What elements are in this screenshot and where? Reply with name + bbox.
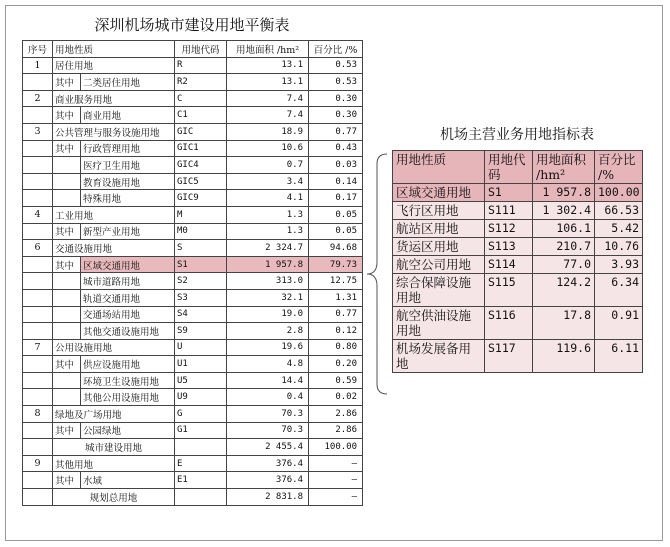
row-area: 19.0: [227, 306, 309, 323]
row-number: [23, 489, 53, 506]
row-qizhong: 其中: [53, 140, 81, 157]
row-pct: 2.86: [309, 406, 363, 423]
row-code: S112: [485, 220, 533, 238]
row-subtype: 城市道路用地: [81, 273, 175, 290]
row-pct: 0.53: [309, 74, 363, 91]
row-code: S114: [485, 256, 533, 274]
table-row: [393, 307, 643, 340]
row-qizhong: 其中: [53, 223, 81, 240]
row-code: M0: [175, 223, 227, 240]
row-number: [23, 372, 53, 389]
row-subtype: 公园绿地: [81, 422, 175, 439]
left-table-title: 深圳机场城市建设用地平衡表: [94, 16, 290, 34]
header-type: 用地性质: [53, 41, 175, 58]
row-pct: 0.12: [309, 323, 363, 340]
row-code: GIC1: [175, 140, 227, 157]
row-pct: 0.43: [309, 140, 363, 157]
row-qizhong: 其中: [53, 107, 81, 124]
row-number: [23, 323, 53, 340]
row-number: [23, 356, 53, 373]
row-number: [23, 190, 53, 207]
table-header-row: [393, 151, 643, 184]
row-pct: 66.53: [595, 202, 643, 220]
table-row: [23, 323, 363, 340]
row-area: 313.0: [227, 273, 309, 290]
row-type: 工业用地: [53, 206, 175, 223]
row-area: 2.8: [227, 323, 309, 340]
row-pct: —: [309, 472, 363, 489]
row-pct: 0.05: [309, 223, 363, 240]
table-row: [393, 274, 643, 307]
row-subtype: 水域: [81, 472, 175, 489]
header-pct: 百分比 /%: [595, 151, 643, 184]
row-pct: 79.73: [309, 256, 363, 273]
row-subtype: 区域交通用地: [81, 256, 175, 273]
row-number: 3: [23, 123, 53, 140]
row-pct: 0.91: [595, 307, 643, 340]
row-type: 航空公司用地: [393, 256, 485, 274]
row-type: 航站区用地: [393, 220, 485, 238]
table-row: [23, 389, 363, 406]
table-row: [23, 157, 363, 174]
row-total-label: 城市建设用地: [53, 439, 175, 456]
table-row: [23, 90, 363, 107]
row-area: 1.3: [227, 206, 309, 223]
table-row: [23, 306, 363, 323]
table-row: [393, 202, 643, 220]
row-subtype: 新型产业用地: [81, 223, 175, 240]
row-type: 商业服务用地: [53, 90, 175, 107]
table-row: [23, 472, 363, 489]
table-row: [393, 256, 643, 274]
row-code: S115: [485, 274, 533, 307]
row-area: 0.7: [227, 157, 309, 174]
table-row: [23, 372, 363, 389]
row-code: S117: [485, 340, 533, 373]
row-area: 10.6: [227, 140, 309, 157]
row-number: 4: [23, 206, 53, 223]
row-area: 1.3: [227, 223, 309, 240]
header-code: 用地代码: [485, 151, 533, 184]
row-area: 14.4: [227, 372, 309, 389]
row-area: 376.4: [227, 472, 309, 489]
table-row: [23, 57, 363, 74]
row-qizhong: 其中: [53, 472, 81, 489]
row-area: 376.4: [227, 455, 309, 472]
row-pct: 0.20: [309, 356, 363, 373]
row-area: 1 957.8: [533, 184, 595, 202]
row-pct: 0.17: [309, 190, 363, 207]
row-total-label: 规划总用地: [53, 489, 175, 506]
table-row: [23, 406, 363, 423]
row-number: [23, 273, 53, 290]
row-number: [23, 389, 53, 406]
row-code: S: [175, 240, 227, 257]
row-subtype: 其他交通设施用地: [81, 323, 175, 340]
row-code: R2: [175, 74, 227, 91]
row-type: 绿地及广场用地: [53, 406, 175, 423]
row-number: [23, 256, 53, 273]
row-type: 航空供油设施用地: [393, 307, 485, 340]
table-row: [23, 190, 363, 207]
row-pct: 0.53: [309, 57, 363, 74]
table-row: [23, 206, 363, 223]
row-area: 1 957.8: [227, 256, 309, 273]
header-pct: 百分比 /%: [309, 41, 363, 58]
row-qizhong: 其中: [53, 422, 81, 439]
row-area: 1 302.4: [533, 202, 595, 220]
row-area: 2 324.7: [227, 240, 309, 257]
row-qizhong: [53, 273, 81, 290]
row-pct: 0.30: [309, 90, 363, 107]
row-qizhong: [53, 190, 81, 207]
table-row: [23, 489, 363, 506]
row-number: 2: [23, 90, 53, 107]
table-row: [393, 238, 643, 256]
row-code: S2: [175, 273, 227, 290]
right-table-title: 机场主营业务用地指标表: [440, 127, 594, 143]
airport-land-index-table: [392, 150, 643, 373]
row-type: 机场发展备用地: [393, 340, 485, 373]
table-row: [23, 455, 363, 472]
row-number: [23, 74, 53, 91]
row-code: GIC9: [175, 190, 227, 207]
row-type: 综合保障设施用地: [393, 274, 485, 307]
row-subtype: 交通场站用地: [81, 306, 175, 323]
table-row: [23, 356, 363, 373]
row-area: 119.6: [533, 340, 595, 373]
table-row: [23, 422, 363, 439]
row-area: 13.1: [227, 57, 309, 74]
row-type: 其他用地: [53, 455, 175, 472]
row-pct: 0.77: [309, 306, 363, 323]
row-pct: 6.11: [595, 340, 643, 373]
row-type: 公共管理与服务设施用地: [53, 123, 175, 140]
row-pct: 1.31: [309, 289, 363, 306]
row-pct: 0.80: [309, 339, 363, 356]
table-row: [393, 340, 643, 373]
row-code: S113: [485, 238, 533, 256]
row-code: U5: [175, 372, 227, 389]
table-row: [23, 223, 363, 240]
row-number: [23, 157, 53, 174]
row-area: 77.0: [533, 256, 595, 274]
table-row: [393, 220, 643, 238]
table-row: [393, 184, 643, 202]
row-area: 32.1: [227, 289, 309, 306]
table-row: [23, 289, 363, 306]
row-pct: 5.42: [595, 220, 643, 238]
row-number: 7: [23, 339, 53, 356]
row-code: GIC4: [175, 157, 227, 174]
row-pct: 0.14: [309, 173, 363, 190]
row-area: 17.8: [533, 307, 595, 340]
row-number: 6: [23, 240, 53, 257]
row-number: [23, 173, 53, 190]
row-type: 区域交通用地: [393, 184, 485, 202]
table-row: [23, 439, 363, 456]
row-type: 交通设施用地: [53, 240, 175, 257]
row-subtype: 轨道交通用地: [81, 289, 175, 306]
row-code: [175, 439, 227, 456]
row-type: 公用设施用地: [53, 339, 175, 356]
row-code: C1: [175, 107, 227, 124]
row-code: S1: [175, 256, 227, 273]
table-row: [23, 173, 363, 190]
row-area: 2 455.4: [227, 439, 309, 456]
header-type: 用地性质: [393, 151, 485, 184]
row-area: 0.4: [227, 389, 309, 406]
row-qizhong: 其中: [53, 256, 81, 273]
row-code: S9: [175, 323, 227, 340]
row-subtype: 教育设施用地: [81, 173, 175, 190]
row-area: 7.4: [227, 107, 309, 124]
row-pct: —: [309, 455, 363, 472]
row-number: [23, 223, 53, 240]
table-row: [23, 74, 363, 91]
row-area: 210.7: [533, 238, 595, 256]
row-pct: 0.30: [309, 107, 363, 124]
row-pct: 0.02: [309, 389, 363, 406]
row-code: M: [175, 206, 227, 223]
row-area: 70.3: [227, 406, 309, 423]
row-code: C: [175, 90, 227, 107]
row-subtype: 行政管理用地: [81, 140, 175, 157]
row-code: S3: [175, 289, 227, 306]
row-subtype: 环境卫生设施用地: [81, 372, 175, 389]
table-row: [23, 140, 363, 157]
row-type: 货运区用地: [393, 238, 485, 256]
row-code: U9: [175, 389, 227, 406]
row-pct: 94.68: [309, 240, 363, 257]
header-area: 用地面积 /hm²: [533, 151, 595, 184]
row-qizhong: 其中: [53, 356, 81, 373]
row-number: 8: [23, 406, 53, 423]
table-row: [23, 123, 363, 140]
row-subtype: 特殊用地: [81, 190, 175, 207]
header-area: 用地面积 /hm²: [227, 41, 309, 58]
land-balance-table: [22, 40, 363, 506]
row-number: [23, 439, 53, 456]
row-pct: 6.34: [595, 274, 643, 307]
row-code: U1: [175, 356, 227, 373]
row-code: S111: [485, 202, 533, 220]
row-subtype: 医疗卫生用地: [81, 157, 175, 174]
row-number: [23, 306, 53, 323]
row-area: 13.1: [227, 74, 309, 91]
row-pct: —: [309, 489, 363, 506]
row-code: E1: [175, 472, 227, 489]
header-code: 用地代码: [175, 41, 227, 58]
row-code: E: [175, 455, 227, 472]
row-number: 1: [23, 57, 53, 74]
row-area: 2 831.8: [227, 489, 309, 506]
row-code: GIC5: [175, 173, 227, 190]
row-type: 居住用地: [53, 57, 175, 74]
row-number: [23, 140, 53, 157]
row-pct: 100.00: [595, 184, 643, 202]
row-number: [23, 472, 53, 489]
row-area: 18.9: [227, 123, 309, 140]
row-area: 70.3: [227, 422, 309, 439]
row-area: 3.4: [227, 173, 309, 190]
header-no: 序号: [23, 41, 53, 58]
row-subtype: 商业用地: [81, 107, 175, 124]
row-number: 9: [23, 455, 53, 472]
row-number: [23, 107, 53, 124]
row-area: 19.6: [227, 339, 309, 356]
row-code: U: [175, 339, 227, 356]
row-qizhong: [53, 389, 81, 406]
row-area: 4.8: [227, 356, 309, 373]
table-header-row: [23, 41, 363, 58]
row-area: 7.4: [227, 90, 309, 107]
row-qizhong: [53, 289, 81, 306]
row-qizhong: [53, 157, 81, 174]
row-subtype: 供应设施用地: [81, 356, 175, 373]
row-pct: 0.77: [309, 123, 363, 140]
connector-brace: [365, 150, 391, 400]
row-code: R: [175, 57, 227, 74]
row-pct: 0.05: [309, 206, 363, 223]
row-qizhong: [53, 323, 81, 340]
row-area: 4.1: [227, 190, 309, 207]
table-row: [23, 339, 363, 356]
row-code: G: [175, 406, 227, 423]
row-pct: 3.93: [595, 256, 643, 274]
row-pct: 100.00: [309, 439, 363, 456]
row-pct: 0.03: [309, 157, 363, 174]
row-code: [175, 489, 227, 506]
row-number: [23, 422, 53, 439]
row-pct: 12.75: [309, 273, 363, 290]
row-pct: 2.86: [309, 422, 363, 439]
row-qizhong: 其中: [53, 74, 81, 91]
row-subtype: 其他公用设施用地: [81, 389, 175, 406]
row-pct: 10.76: [595, 238, 643, 256]
row-type: 飞行区用地: [393, 202, 485, 220]
row-qizhong: [53, 306, 81, 323]
row-qizhong: [53, 372, 81, 389]
row-pct: 0.59: [309, 372, 363, 389]
row-number: [23, 289, 53, 306]
table-row: [23, 240, 363, 257]
row-qizhong: [53, 173, 81, 190]
row-code: GIC: [175, 123, 227, 140]
table-row: [23, 273, 363, 290]
table-row: [23, 256, 363, 273]
row-code: S4: [175, 306, 227, 323]
row-code: G1: [175, 422, 227, 439]
row-code: S1: [485, 184, 533, 202]
row-area: 124.2: [533, 274, 595, 307]
row-area: 106.1: [533, 220, 595, 238]
row-subtype: 二类居住用地: [81, 74, 175, 91]
row-code: S116: [485, 307, 533, 340]
table-row: [23, 107, 363, 124]
